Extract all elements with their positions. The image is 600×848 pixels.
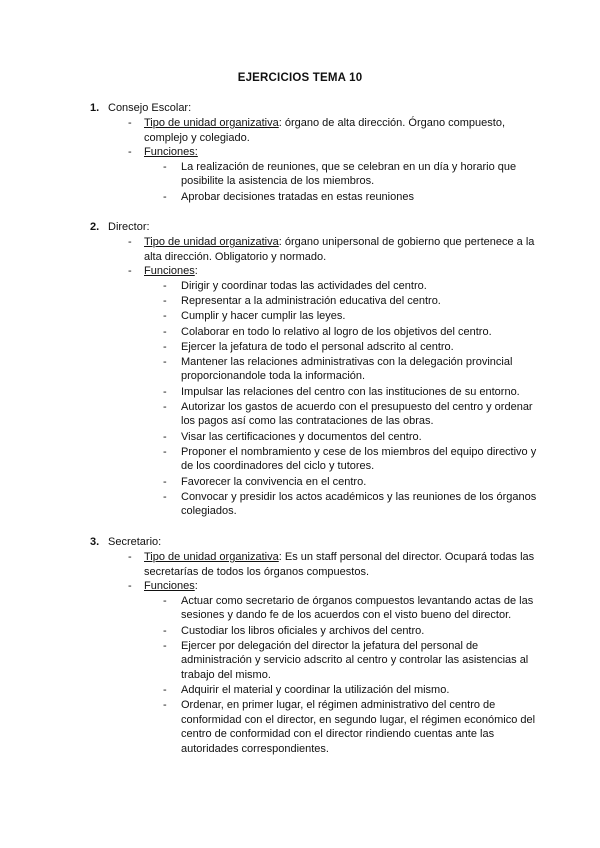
tipo-text: : órgano de alta dirección. Órgano compuesto, complejo y colegiado. — [144, 117, 505, 144]
dash-bullet: - — [128, 550, 132, 563]
list-item: - Impulsar las relaciones del centro con las instituciones de su entorno. — [163, 385, 520, 398]
list-item: - Favorecer la convivencia en el centro. — [163, 475, 367, 488]
tipo-item — [90, 235, 540, 264]
tipo-text: : Es un staff personal del director. Ocupará todas las secretarías de todos los órganos compuestos. — [144, 550, 535, 578]
list-item: - Autorizar los gastos de acuerdo con el presupuesto del centro y ordenar los pagos así como las contrataciones de las obras. — [163, 400, 533, 428]
dash-bullet: - — [128, 146, 132, 159]
dash-bullet: - — [128, 236, 132, 249]
funciones-list — [90, 279, 540, 519]
list-item: - Colaborar en todo lo relativo al logro de los objetivos del centro. — [163, 325, 492, 338]
list-item: - Ejercer por delegación del director la jefatura del personal de administración y servicio adscrito al centro y controlar las asistencias al trabajo del mismo. — [163, 639, 529, 681]
document-title: EJERCICIOS TEMA 10 — [237, 72, 363, 84]
list-item: - Convocar y presidir los actos académicos y las reuniones de los órganos colegiados. — [163, 490, 537, 518]
section-title: Consejo Escolar: — [108, 102, 192, 114]
tipo-label: Tipo de unidad organizativa — [144, 550, 279, 563]
dash-bullet: - — [128, 265, 132, 278]
dash-bullet: - — [128, 117, 132, 129]
list-item: - La realización de reuniones, que se celebran en un día y horario que posibilite la asistencia de los miembros. — [163, 160, 517, 188]
section-heading — [90, 101, 540, 116]
section-number: 2. — [90, 221, 100, 234]
list-item: - Mantener las relaciones administrativas con la delegación provincial proporcionandole toda la información. — [163, 355, 513, 383]
section-number: 3. — [90, 535, 100, 548]
funciones-list — [90, 160, 540, 204]
list-item: - Representar a la administración educativa del centro. — [163, 295, 441, 308]
funciones-item: - Funciones: — [128, 265, 198, 278]
section-number: 1. — [90, 102, 100, 114]
list-item: - Proponer el nombramiento y cese de los miembros del equipo directivo y de los coordinadores del ciclo y tutores. — [163, 445, 537, 473]
dash-bullet: - — [128, 580, 132, 593]
funciones-item — [90, 145, 540, 160]
tipo-label: Tipo de unidad organizativa — [144, 236, 279, 249]
section-title: Secretario: — [108, 535, 162, 548]
list-item: - Cumplir y hacer cumplir las leyes. — [163, 310, 346, 323]
funciones-list — [90, 594, 540, 757]
list-item: - Dirigir y coordinar todas las actividades del centro. — [163, 279, 427, 292]
funciones-label: Funciones — [144, 580, 195, 593]
list-item: - Ordenar, en primer lugar, el régimen administrativo del centro de conformidad con el director, en segundo lugar, el régimen económico del centro de conformidad con el director rindiendo cuentas ante las autoridades correspondientes. — [163, 699, 536, 756]
section-heading — [90, 220, 540, 235]
sections-list — [90, 101, 540, 773]
section-secretario — [90, 535, 540, 757]
list-item: - Visar las certificaciones y documentos del centro. — [163, 430, 422, 443]
tipo-item — [90, 116, 540, 145]
list-item: - Adquirir el material y coordinar la utilización del mismo. — [163, 684, 450, 697]
funciones-label: Funciones: — [144, 146, 198, 159]
funciones-item: - Funciones: — [128, 580, 198, 593]
section-consejo-escolar — [90, 101, 540, 204]
tipo-text: : órgano unipersonal de gobierno que pertenece a la alta dirección. Obligatorio y normado. — [144, 236, 535, 263]
list-item: - Aprobar decisiones tratadas en estas reuniones — [163, 190, 414, 203]
list-item: - Custodiar los libros oficiales y archivos del centro. — [163, 624, 425, 637]
section-heading — [90, 535, 540, 550]
section-director — [90, 220, 540, 519]
tipo-item — [90, 550, 540, 579]
section-title: Director: — [108, 221, 150, 234]
list-item: - Actuar como secretario de órganos compuestos levantando actas de las sesiones y dando fe de los acuerdos con el visto bueno del director. — [163, 594, 534, 622]
tipo-label: Tipo de unidad organizativa — [144, 117, 279, 129]
list-item: - Ejercer la jefatura de todo el personal adscrito al centro. — [163, 340, 454, 353]
funciones-label: Funciones — [144, 265, 195, 278]
